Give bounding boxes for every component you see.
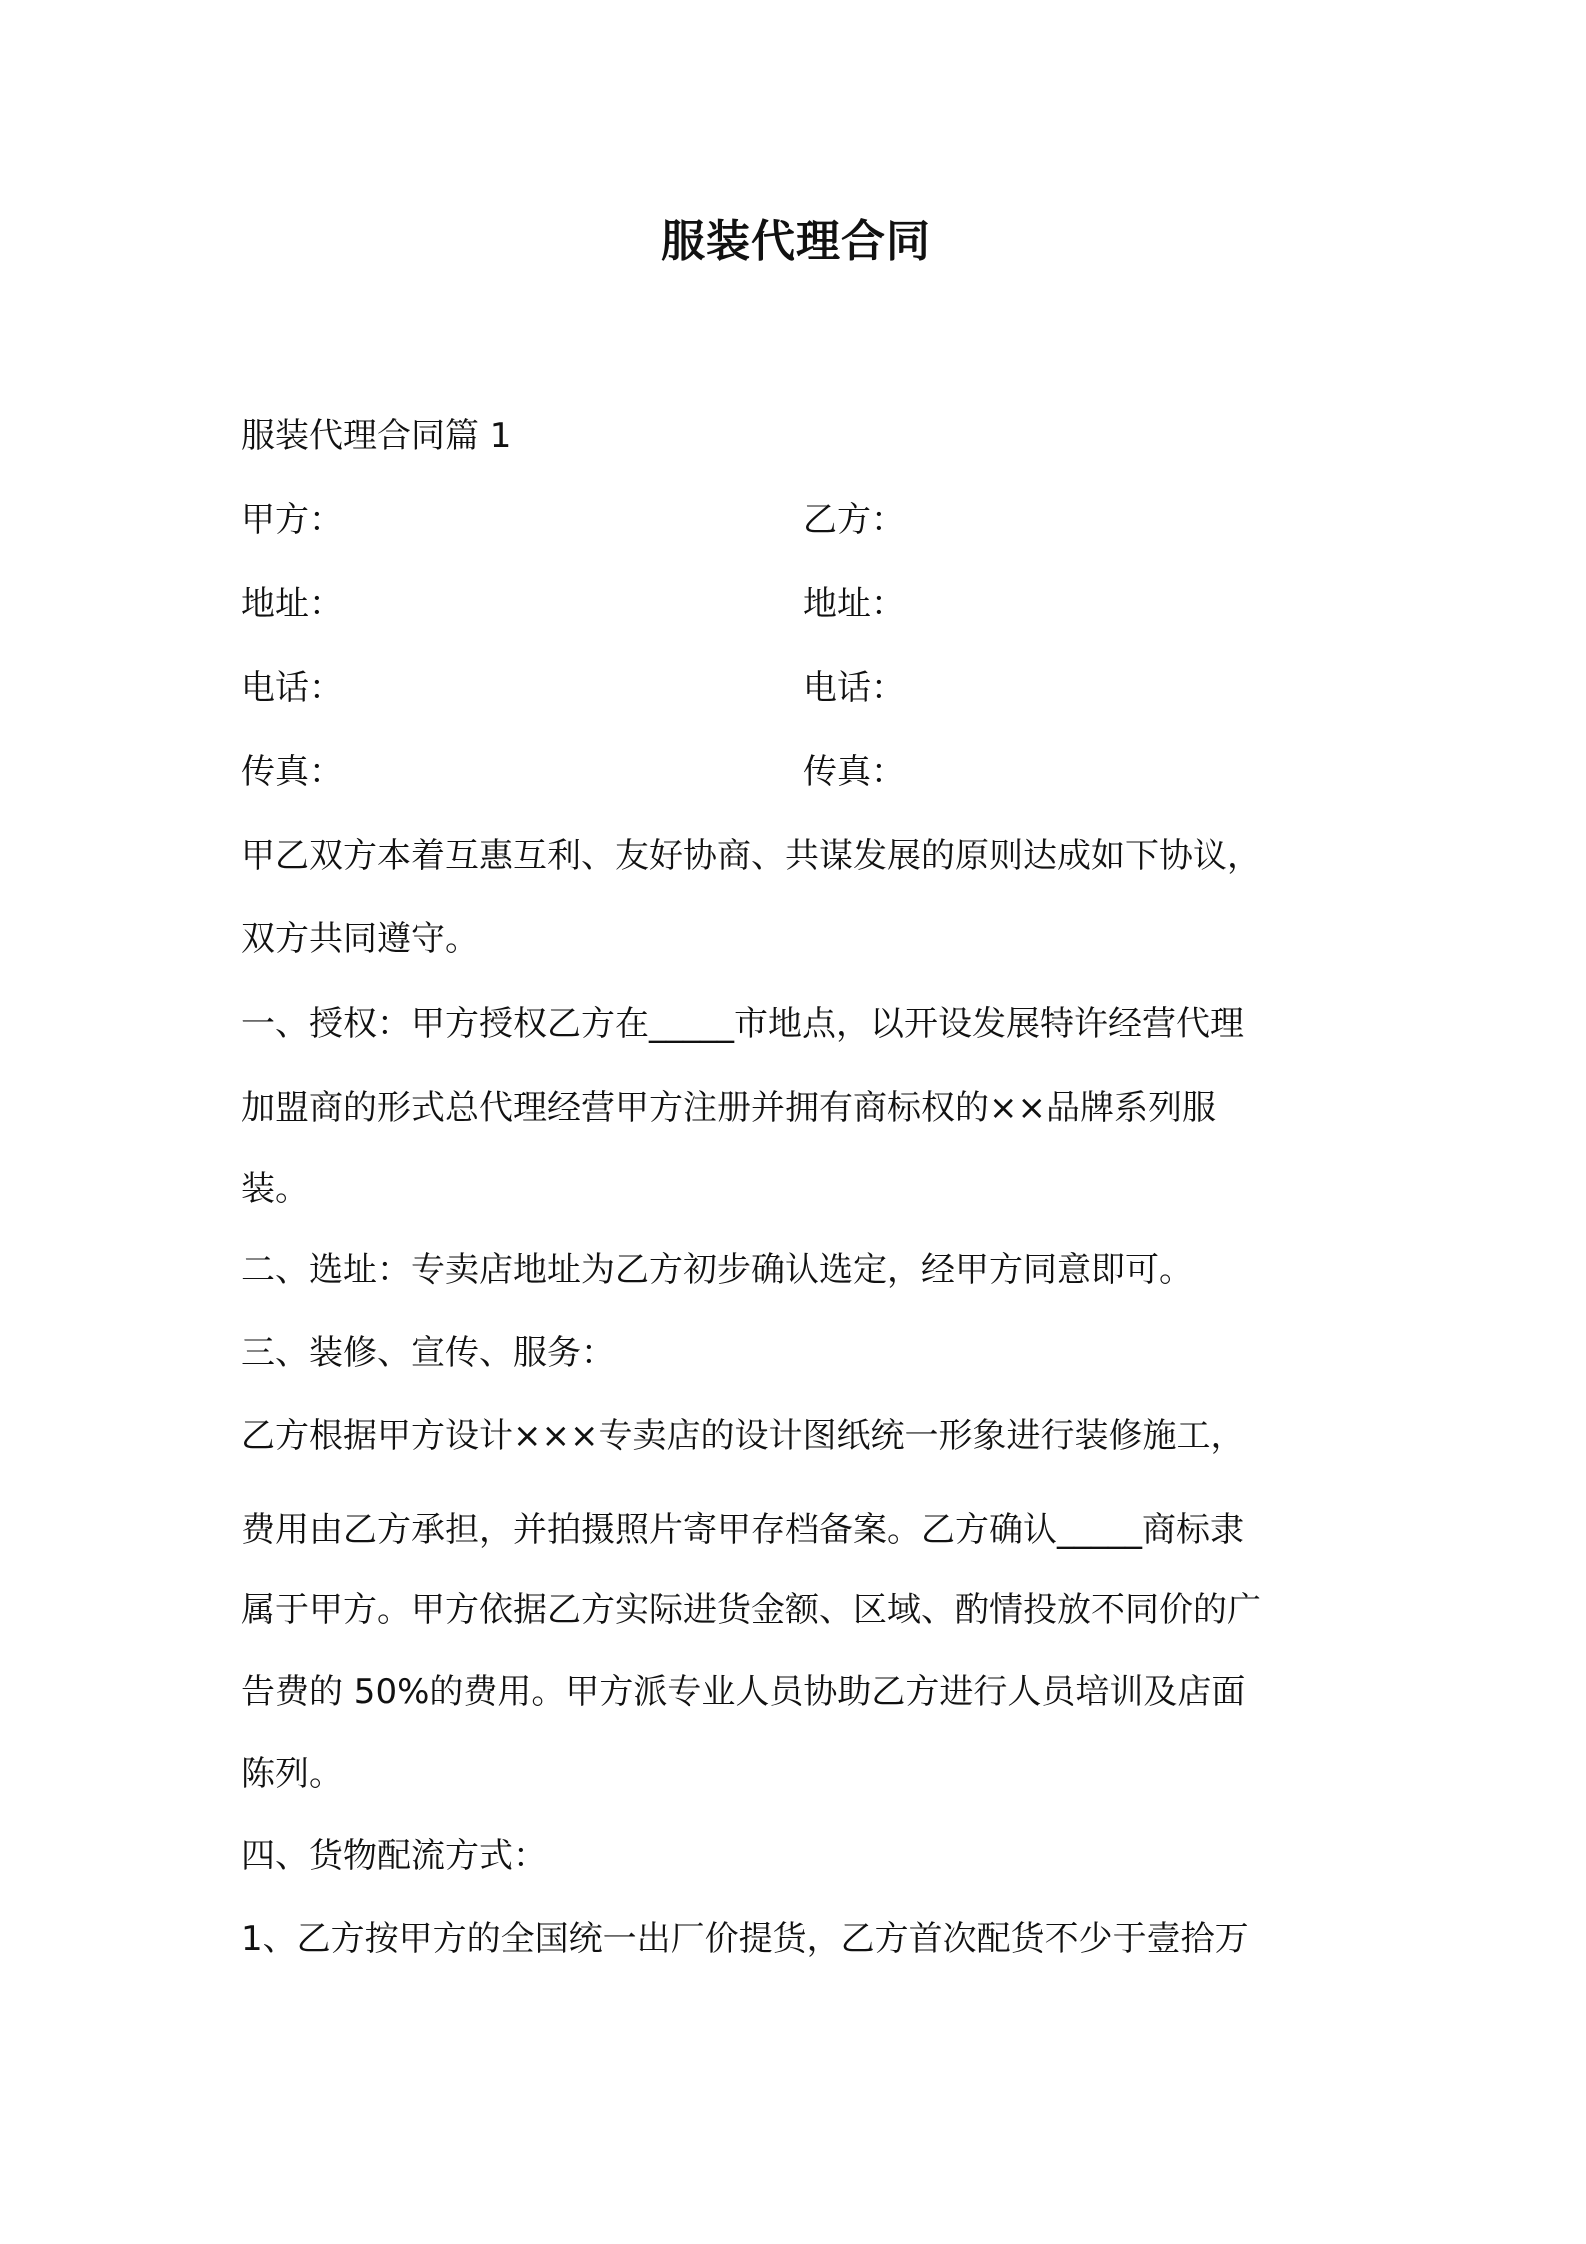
paragraph-line: 双方共同遵守。 xyxy=(241,919,479,959)
party-b-label: 乙方： xyxy=(803,500,905,540)
address-b-label: 地址： xyxy=(803,584,905,624)
paragraph-line: 装。 xyxy=(241,1169,309,1209)
paragraph-line: 四、货物配流方式： xyxy=(241,1836,547,1876)
document-title: 服装代理合同 xyxy=(661,216,931,267)
section-heading: 服装代理合同篇 1 xyxy=(241,416,512,456)
paragraph-line: 三、装修、宣传、服务： xyxy=(241,1333,615,1373)
paragraph-line: 二、选址：专卖店地址为乙方初步确认选定，经甲方同意即可。 xyxy=(241,1250,1193,1290)
paragraph-line: 费用由乙方承担，并拍摄照片寄甲存档备案。乙方确认_____商标隶 xyxy=(241,1510,1244,1550)
paragraph-line: 陈列。 xyxy=(241,1754,343,1794)
paragraph-line: 甲乙双方本着互惠互利、友好协商、共谋发展的原则达成如下协议， xyxy=(241,836,1261,876)
paragraph-line: 属于甲方。甲方依据乙方实际进货金额、区域、酌情投放不同价的广 xyxy=(241,1590,1261,1630)
fax-a-label: 传真： xyxy=(241,752,343,792)
party-a-label: 甲方： xyxy=(241,500,343,540)
document-page xyxy=(241,0,1351,2244)
address-a-label: 地址： xyxy=(241,584,343,624)
phone-a-label: 电话： xyxy=(241,668,343,708)
paragraph-line: 一、授权：甲方授权乙方在_____市地点，以开设发展特许经营代理 xyxy=(241,1004,1244,1044)
paragraph-line: 乙方根据甲方设计×××专卖店的设计图纸统一形象进行装修施工， xyxy=(241,1416,1245,1456)
paragraph-line: 1、乙方按甲方的全国统一出厂价提货，乙方首次配货不少于壹拾万 xyxy=(241,1919,1249,1959)
fax-b-label: 传真： xyxy=(803,752,905,792)
phone-b-label: 电话： xyxy=(803,668,905,708)
paragraph-line: 加盟商的形式总代理经营甲方注册并拥有商标权的××品牌系列服 xyxy=(241,1088,1216,1128)
paragraph-line: 告费的 50%的费用。甲方派专业人员协助乙方进行人员培训及店面 xyxy=(241,1672,1246,1712)
